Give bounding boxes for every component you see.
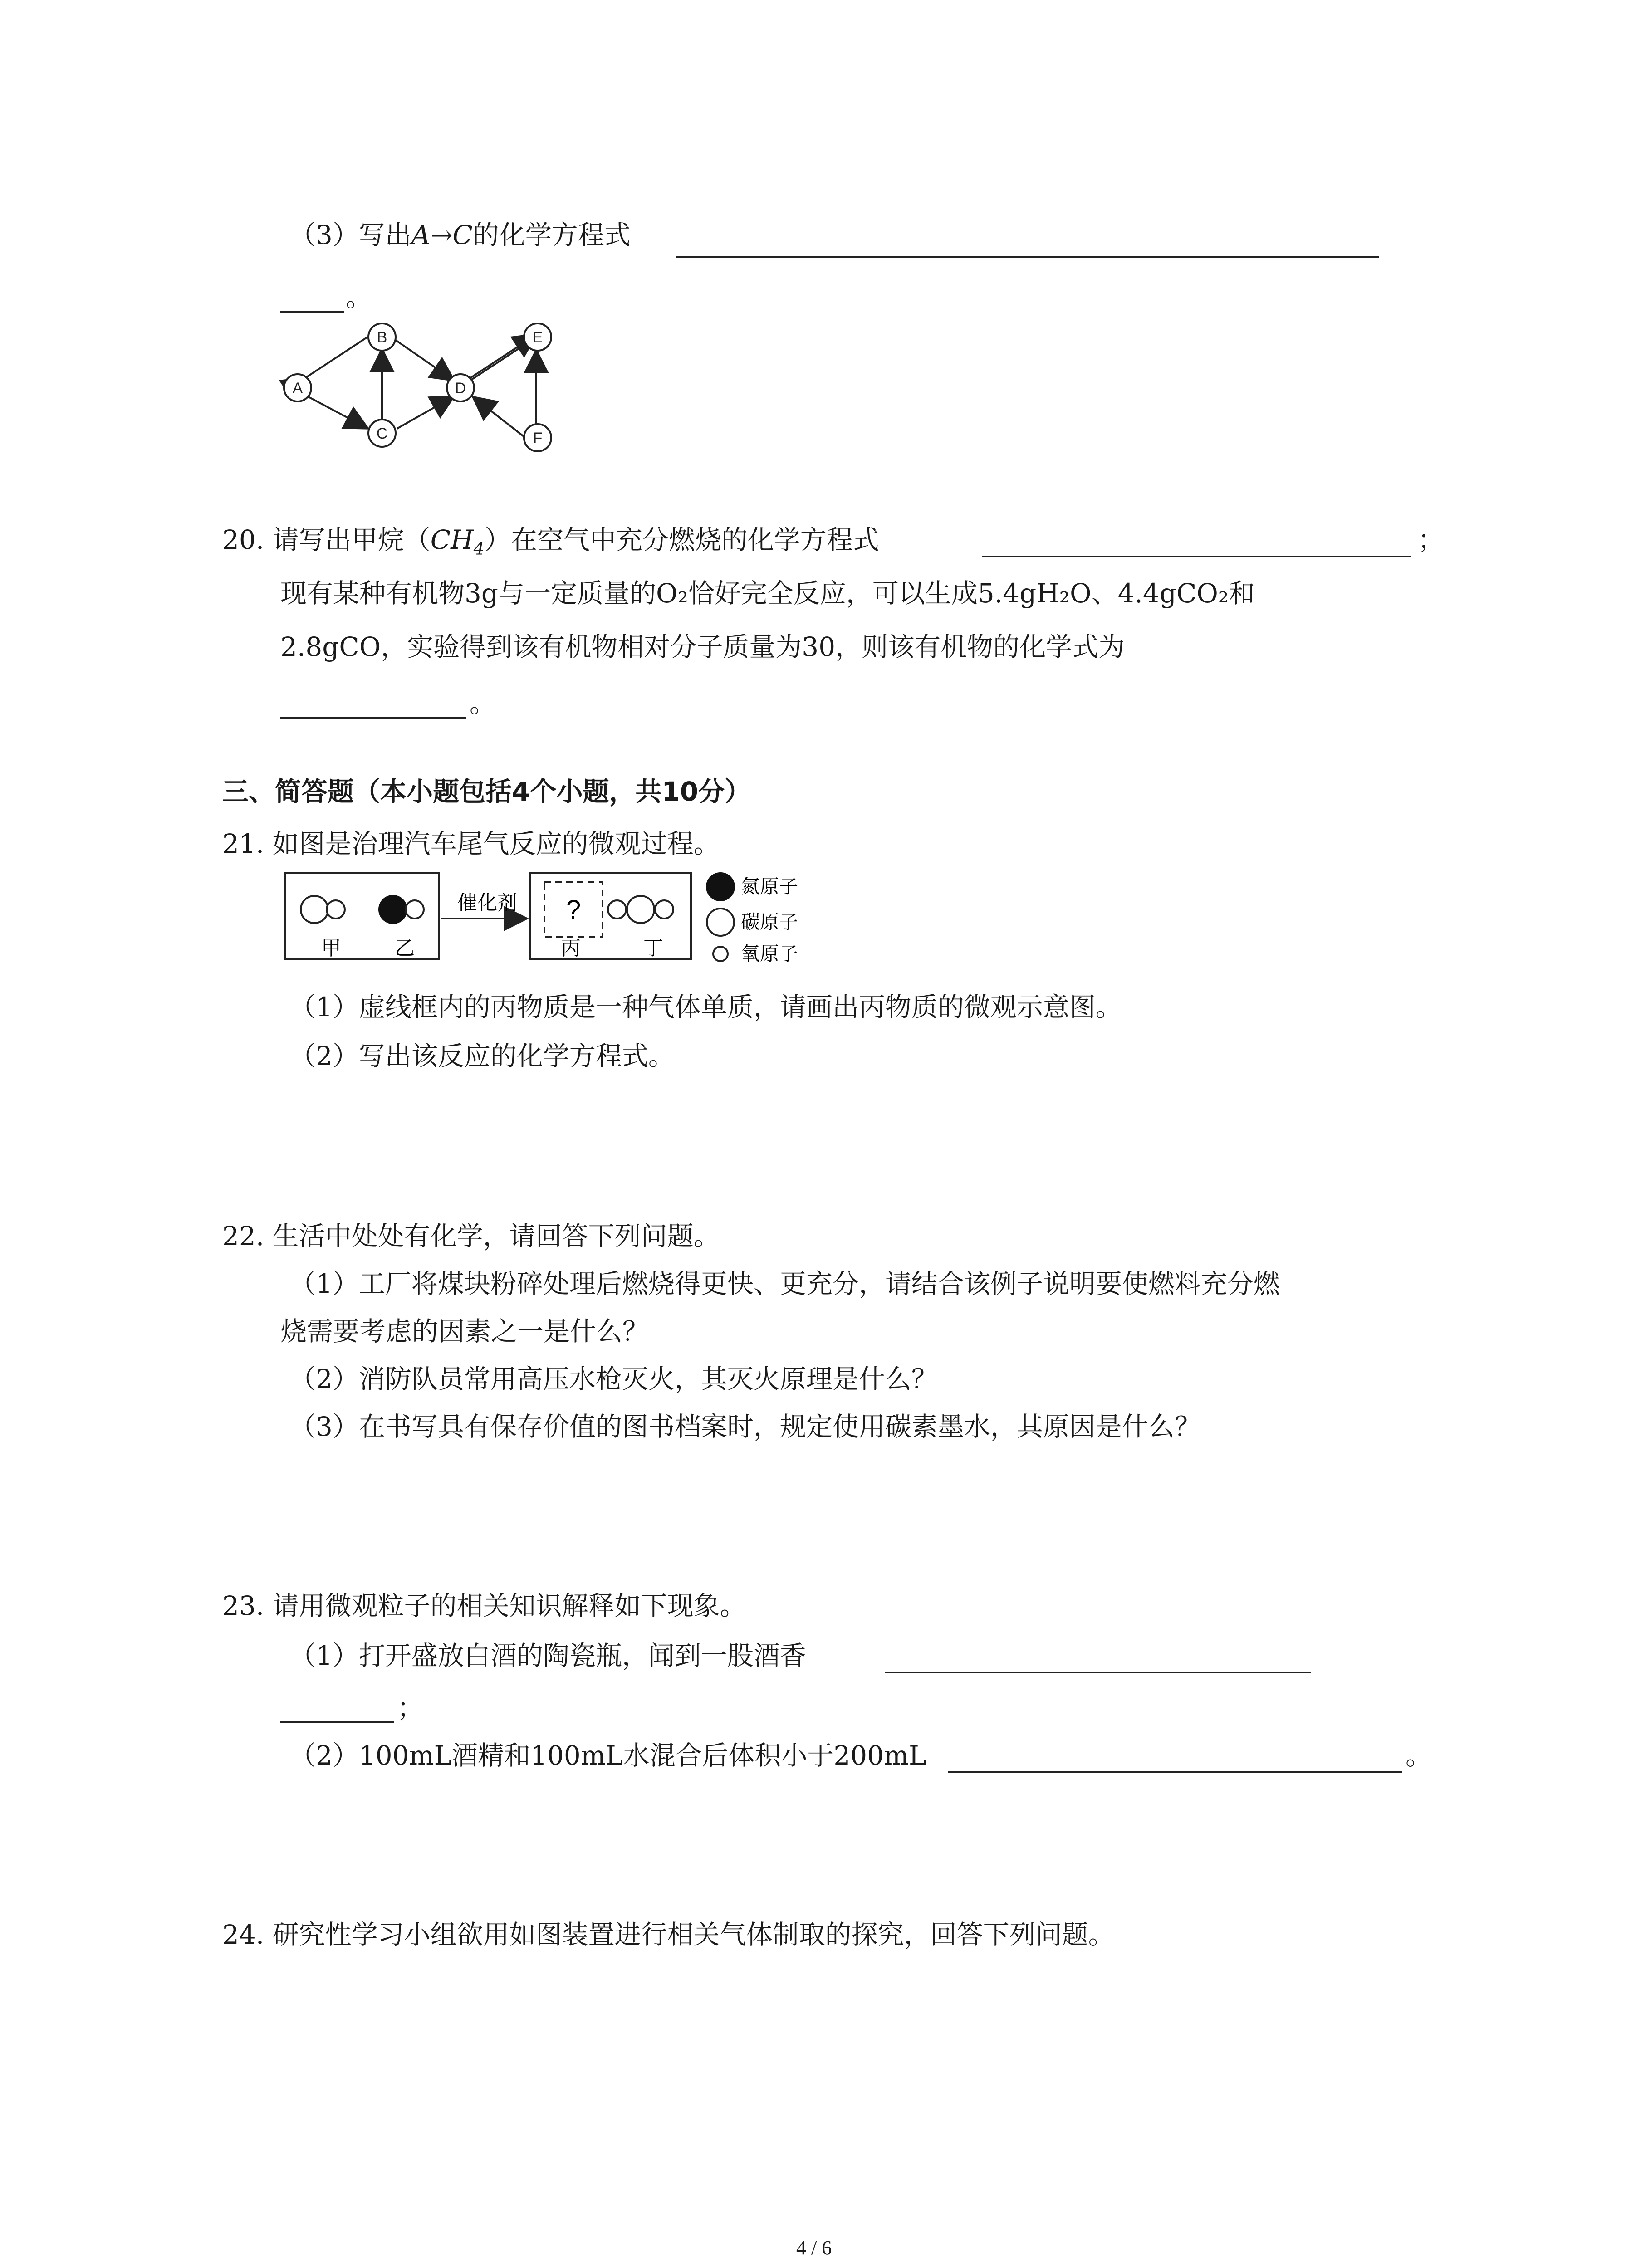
q23-stem: 23. 请用微观粒子的相关知识解释如下现象。 [222, 1590, 746, 1621]
q21-reaction-figure [280, 864, 843, 978]
q20-line1-end: ； [1418, 524, 1445, 555]
label-a: A [292, 380, 303, 397]
q21-stem: 21. 如图是治理汽车尾气反应的微观过程。 [222, 828, 720, 859]
q20-line4-end: 。 [470, 688, 496, 719]
legend-n: 氮原子 [741, 877, 798, 898]
q20-answer-blank-1[interactable] [982, 556, 1411, 557]
q20-line3: 2.8gCO，实验得到该有机物相对分子质量为30，则该有机物的化学式为 [280, 631, 1125, 662]
page-number: 4 / 6 [796, 2237, 832, 2259]
q19-part3-text: 的化学方程式 [472, 220, 631, 250]
label-b: B [377, 329, 387, 346]
q19-part3-line [289, 217, 631, 253]
q20-line2: 现有某种有机物3g与一定质量的O₂恰好完全反应，可以生成5.4gH₂O、4.4gCO₂和 [280, 578, 1255, 609]
section-3-title: 三、简答题（本小题包括4个小题，共10分） [222, 776, 751, 807]
q20-ch4-sub: 4 [473, 538, 485, 559]
label-jia: 甲 [321, 937, 341, 959]
q19-relation-diagram [277, 315, 567, 460]
label-c: C [376, 425, 388, 442]
question-mark: ? [566, 895, 581, 924]
legend-c: 碳原子 [741, 912, 798, 933]
q22-part1a: （1）工厂将煤块粉碎处理后燃烧得更快、更充分，请结合该例子说明要使燃料充分燃 [289, 1268, 1280, 1299]
q23-answer-blank-2[interactable] [280, 1721, 394, 1723]
q23-part2: （2）100mL酒精和100mL水混合后体积小于200mL [289, 1740, 926, 1771]
q19-answer-blank-2[interactable] [280, 311, 344, 313]
q22-stem: 22. 生活中处处有化学，请回答下列问题。 [222, 1221, 720, 1251]
label-d: D [455, 380, 466, 397]
q20-ch4: CH [430, 524, 474, 555]
q22-part2: （2）消防队员常用高压水枪灭火，其灭火原理是什么？ [289, 1364, 938, 1394]
q24-stem: 24. 研究性学习小组欲用如图装置进行相关气体制取的探究，回答下列问题。 [222, 1919, 1115, 1950]
q23-part1-end: ； [397, 1692, 424, 1723]
catalyst-label: 催化剂 [457, 892, 517, 914]
q19-answer-blank-1[interactable] [676, 256, 1379, 258]
q23-part1: （1）打开盛放白酒的陶瓷瓶，闻到一股酒香 [289, 1640, 806, 1671]
q20-line1-post: ）在空气中充分燃烧的化学方程式 [484, 524, 879, 555]
label-bing: 丙 [561, 937, 581, 959]
q23-answer-blank-3[interactable] [948, 1771, 1402, 1773]
q21-part1: （1）虚线框内的丙物质是一种气体单质，请画出丙物质的微观示意图。 [289, 992, 1122, 1022]
legend-o: 氧原子 [741, 944, 798, 965]
q19-part3-end: 。 [346, 282, 372, 313]
q20-line1-pre: 20. 请写出甲烷（ [222, 524, 431, 555]
label-e: E [532, 329, 543, 346]
q20-line1 [222, 522, 879, 567]
label-ding: 丁 [643, 937, 663, 959]
q19-part3-label: （3）写出 [289, 220, 411, 250]
q20-answer-blank-2[interactable] [280, 717, 466, 719]
q22-part3: （3）在书写具有保存价值的图书档案时，规定使用碳素墨水，其原因是什么？ [289, 1411, 1201, 1442]
q19-formula: A→C [411, 220, 473, 250]
label-f: F [533, 430, 543, 447]
q21-part2: （2）写出该反应的化学方程式。 [289, 1041, 675, 1071]
label-yi: 乙 [395, 937, 415, 959]
q23-answer-blank-1[interactable] [885, 1672, 1311, 1673]
q22-part1b: 烧需要考虑的因素之一是什么？ [280, 1316, 649, 1347]
q23-part2-end: 。 [1406, 1740, 1432, 1771]
